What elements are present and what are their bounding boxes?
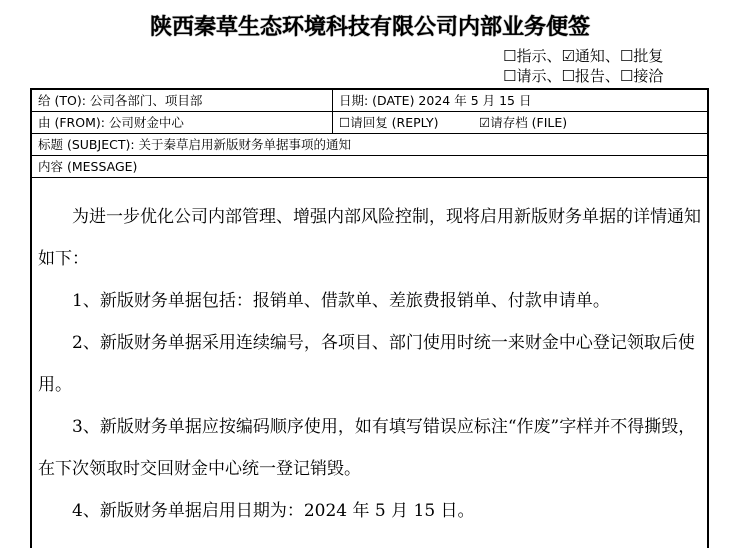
reply-checkbox: ☐请回复 (REPLY) [339,115,439,130]
to-date-row [32,90,707,112]
document-title: 陕西秦草生态环境科技有限公司内部业务便签 [149,14,590,40]
subject-row [32,134,707,156]
paragraph: 4、新版财务单据启用日期为：2024 年 5 月 15 日。 [72,501,475,521]
paragraph: 2、新版财务单据采用连续编号，各项目、部门使用时统一来财金中心登记领取后使用。 [38,333,695,395]
paragraph: 1、新版财务单据包括：报销单、借款单、差旅费报销单、付款申请单。 [72,291,610,311]
category-checkboxes-row-2: ☐请示、☐报告、☐接洽 [503,67,664,85]
subject-field: 标题 (SUBJECT): 关于秦草启用新版财务单据事项的通知 [38,137,352,152]
from-field: 由 (FROM): 公司财金中心 [38,115,184,130]
from-row [32,112,707,134]
message-label: 内容 (MESSAGE) [38,159,138,174]
memo-form [30,88,709,548]
paragraph: 为进一步优化公司内部管理、增强内部风险控制，现将启用新版财务单据的详情通知如下： [38,207,701,269]
message-label-row [32,156,707,178]
category-checkboxes-row-1: ☐指示、☑通知、☐批复 [503,47,664,65]
message-body [32,196,707,532]
paragraph: 3、新版财务单据应按编码顺序使用，如有填写错误应标注“作废”字样并不得撕毁，在下次领取时交回财金中心统一登记销毁。 [38,417,696,479]
to-field: 给 (TO): 公司各部门、项目部 [38,93,203,108]
date-field: 日期: (DATE) 2024 年 5 月 15 日 [339,93,532,108]
file-checkbox: ☑请存档 (FILE) [479,115,568,130]
